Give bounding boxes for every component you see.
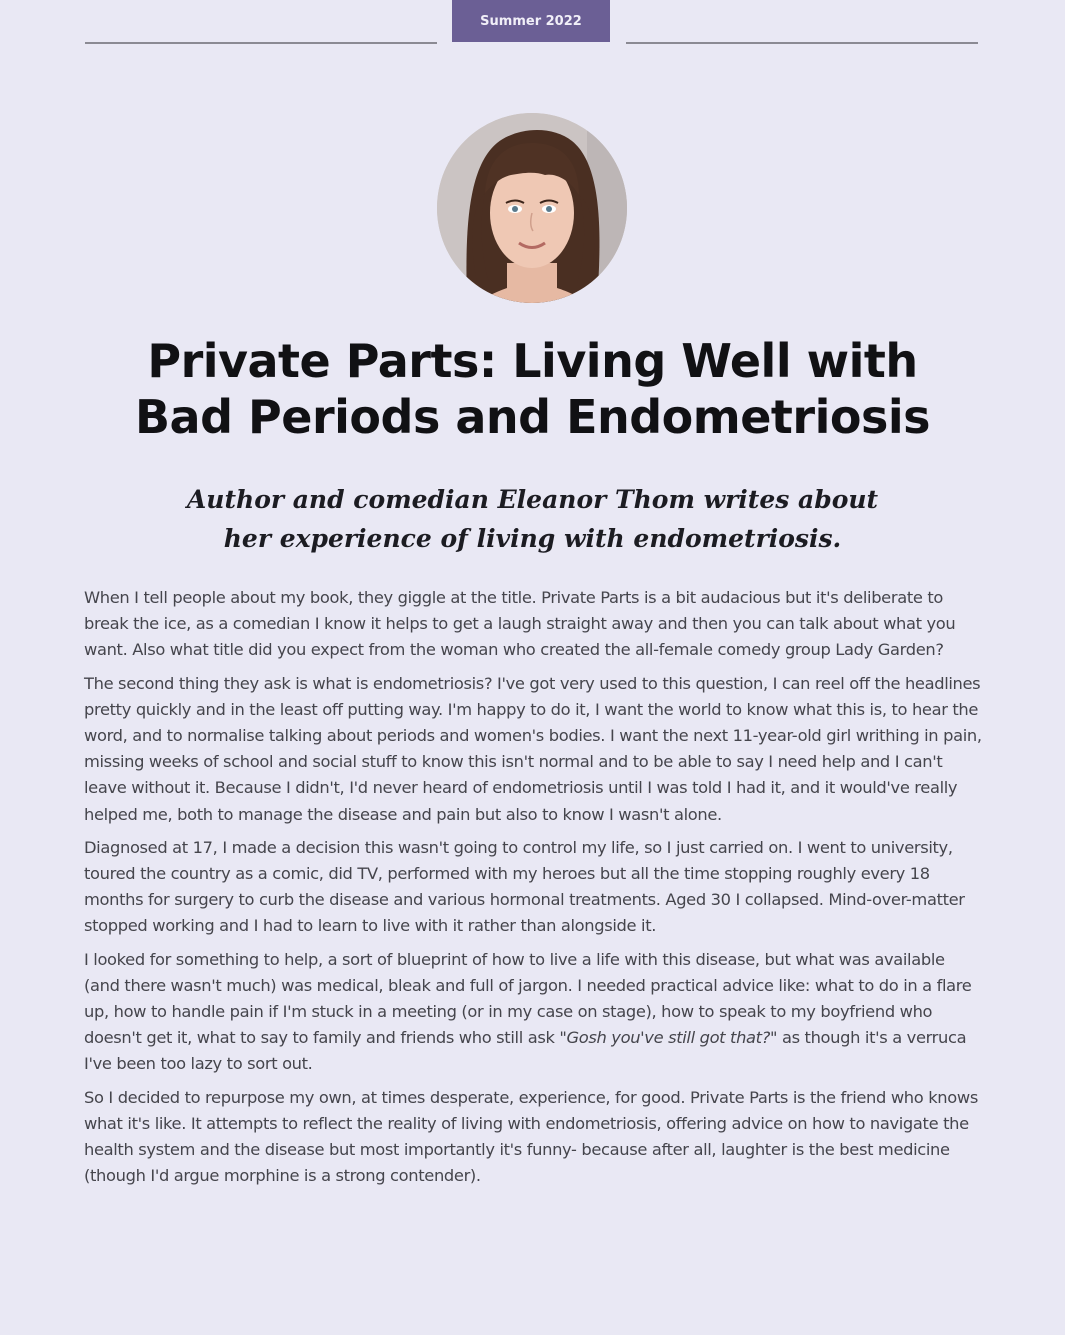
- paragraph-1: When I tell people about my book, they giggle at the title. Private Parts is a bit audacious but it's deliberate to break the ice, as a comedian I know it helps to get a laugh straight away and then you can talk about what you want. Also what title did you expect from the woman who created the all-female comedy group Lady Garden?: [84, 588, 956, 660]
- article-body: [84, 585, 984, 1196]
- paragraph-5: So I decided to repurpose my own, at times desperate, experience, for good. Private Parts is the friend who knows what it's like. It attempts to reflect the reality of living with endometriosis, offering advice on how to navigate the health system and the disease but most importantly it's funny- because after all, laughter is the best medicine (though I'd argue morphine is a strong contender).: [84, 1087, 978, 1186]
- title-line-1: Private Parts: Living Well with: [147, 334, 918, 388]
- header-rule-left: [85, 42, 437, 44]
- title-line-2: Bad Periods and Endometriosis: [135, 390, 930, 444]
- author-portrait: [437, 113, 627, 303]
- paragraph-4-end: as though it's a verruca I've been too lazy to sort out.: [84, 1028, 967, 1074]
- issue-label: Summer 2022: [452, 0, 610, 42]
- paragraph-4-quote: "Gosh you've still got that?": [559, 1028, 778, 1048]
- article-subtitle: [120, 480, 945, 558]
- paragraph-2: The second thing they ask is what is endometriosis? I've got very used to this question, I can reel off the headlines pretty quickly and in the least off putting way. I'm happy to do it, I want the world to know what this is, to hear the word, and to normalise talking about periods and women's bodies. I want the next 11-year-old girl writhing in pain, missing weeks of school and social stuff to know this isn't normal and to be able to say I need help and I can't leave without it. Because I didn't, I'd never heard of endometriosis until I was told I had it, and it would've really helped me, both to manage the disease and pain but also to know I wasn't alone.: [84, 673, 982, 824]
- paragraph-4: [84, 947, 984, 1078]
- paragraph-3: Diagnosed at 17, I made a decision this wasn't going to control my life, so I just carried on. I went to university, toured the country as a comic, did TV, performed with my heroes but all the time stopping roughly every 18 months for surgery to curb the disease and various hormonal treatments. Aged 30 I collapsed. Mind-over-matter stopped working and I had to learn to live with it rather than alongside it.: [84, 837, 965, 936]
- subtitle-line-2: her experience of living with endometriosis.: [223, 524, 842, 553]
- paragraph-4-text: I looked for something to help, a sort of blueprint of how to live a life with this disease, but what was available (and there wasn't much) was medical, bleak and full of jargon. I needed practical advice like: what to do in a flare up, how to handle pain if I'm stuck in a meeting (or in my case on stage), how to speak to my boyfriend who doesn't get it, what to say to family and friends who still ask: [84, 949, 972, 1048]
- subtitle-line-1: Author and comedian Eleanor Thom writes about: [186, 485, 879, 514]
- header-rule-right: [626, 42, 978, 44]
- article-title: [60, 333, 1005, 445]
- portrait-illustration: [437, 113, 627, 303]
